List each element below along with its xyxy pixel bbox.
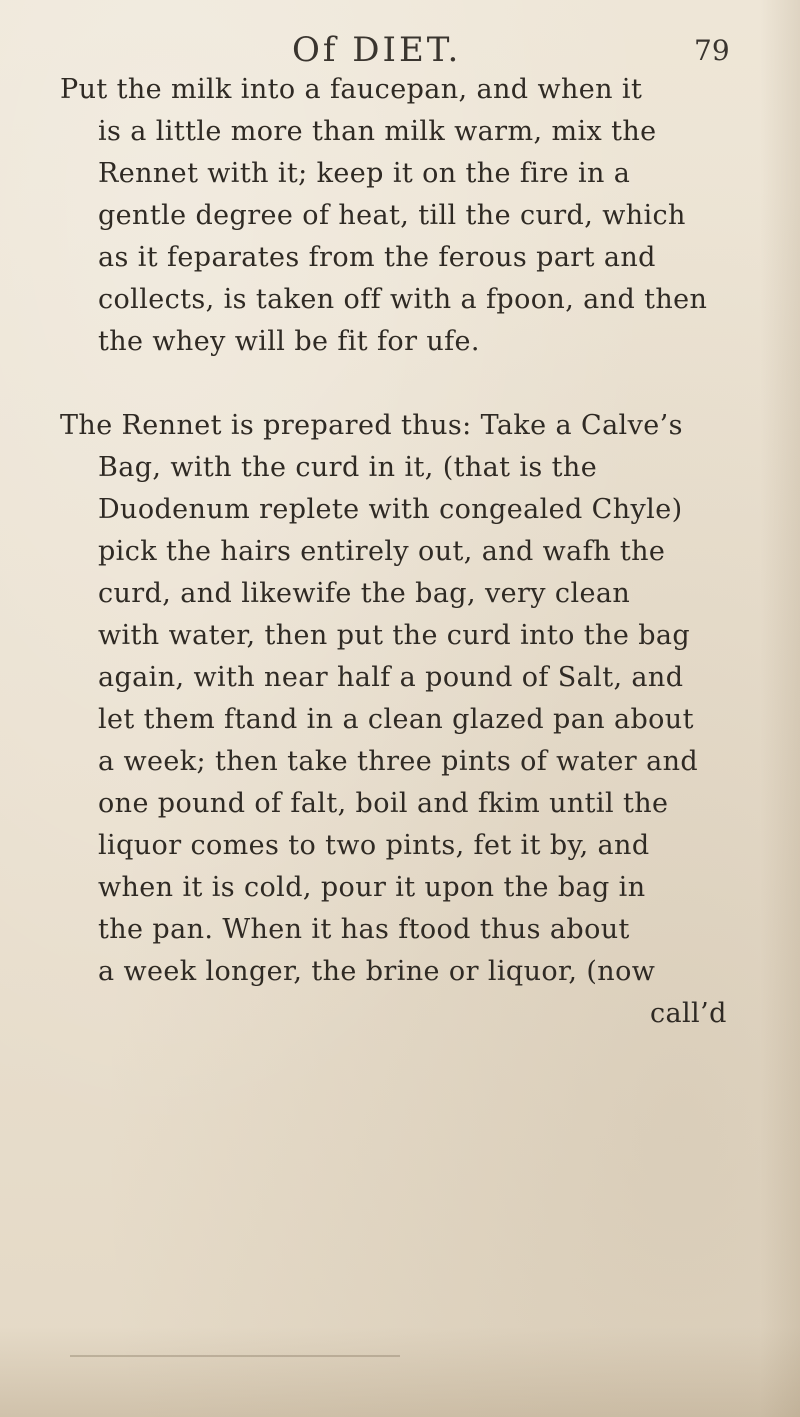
text-line: Duodenum replete with congealed Chyle)	[98, 494, 683, 525]
catchword: call’d	[650, 998, 727, 1029]
text-line: Bag, with the curd in it, (that is the	[98, 452, 598, 483]
text-line: one pound of falt, boil and fkim until the	[98, 788, 669, 819]
text-line: Put the milk into a faucepan, and when it	[60, 74, 643, 105]
text-line: liquor comes to two pints, fet it by, and	[98, 830, 650, 861]
text-line: again, with near half a pound of Salt, and	[98, 662, 684, 693]
text-line: the pan. When it has ftood thus about	[98, 914, 630, 945]
text-line: gentle degree of heat, till the curd, which	[98, 200, 686, 231]
text-line: curd, and likewife the bag, very clean	[98, 578, 631, 609]
text-line: is a little more than milk warm, mix the	[98, 116, 657, 147]
text-line: collects, is taken off with a fpoon, and then	[98, 284, 708, 315]
page-number: 79	[694, 34, 730, 67]
text-line: Rennet with it; keep it on the fire in a	[98, 158, 631, 189]
text-line: a week longer, the brine or liquor, (now	[98, 956, 656, 987]
text-line: with water, then put the curd into the bag	[98, 620, 691, 651]
text-line: pick the hairs entirely out, and wafh the	[98, 536, 666, 567]
text-line: as it feparates from the ferous part and	[98, 242, 656, 273]
text-line: The Rennet is prepared thus: Take a Calve’s	[60, 410, 683, 441]
running-head: Of DIET.	[292, 30, 462, 70]
page-edge-shadow	[760, 0, 800, 1417]
text-line: let them ftand in a clean glazed pan about	[98, 704, 694, 735]
page-bottom-stain	[0, 1327, 800, 1417]
text-line: when it is cold, pour it upon the bag in	[98, 872, 646, 903]
text-line: a week; then take three pints of water and	[98, 746, 699, 777]
text-line: the whey will be fit for ufe.	[98, 326, 480, 357]
